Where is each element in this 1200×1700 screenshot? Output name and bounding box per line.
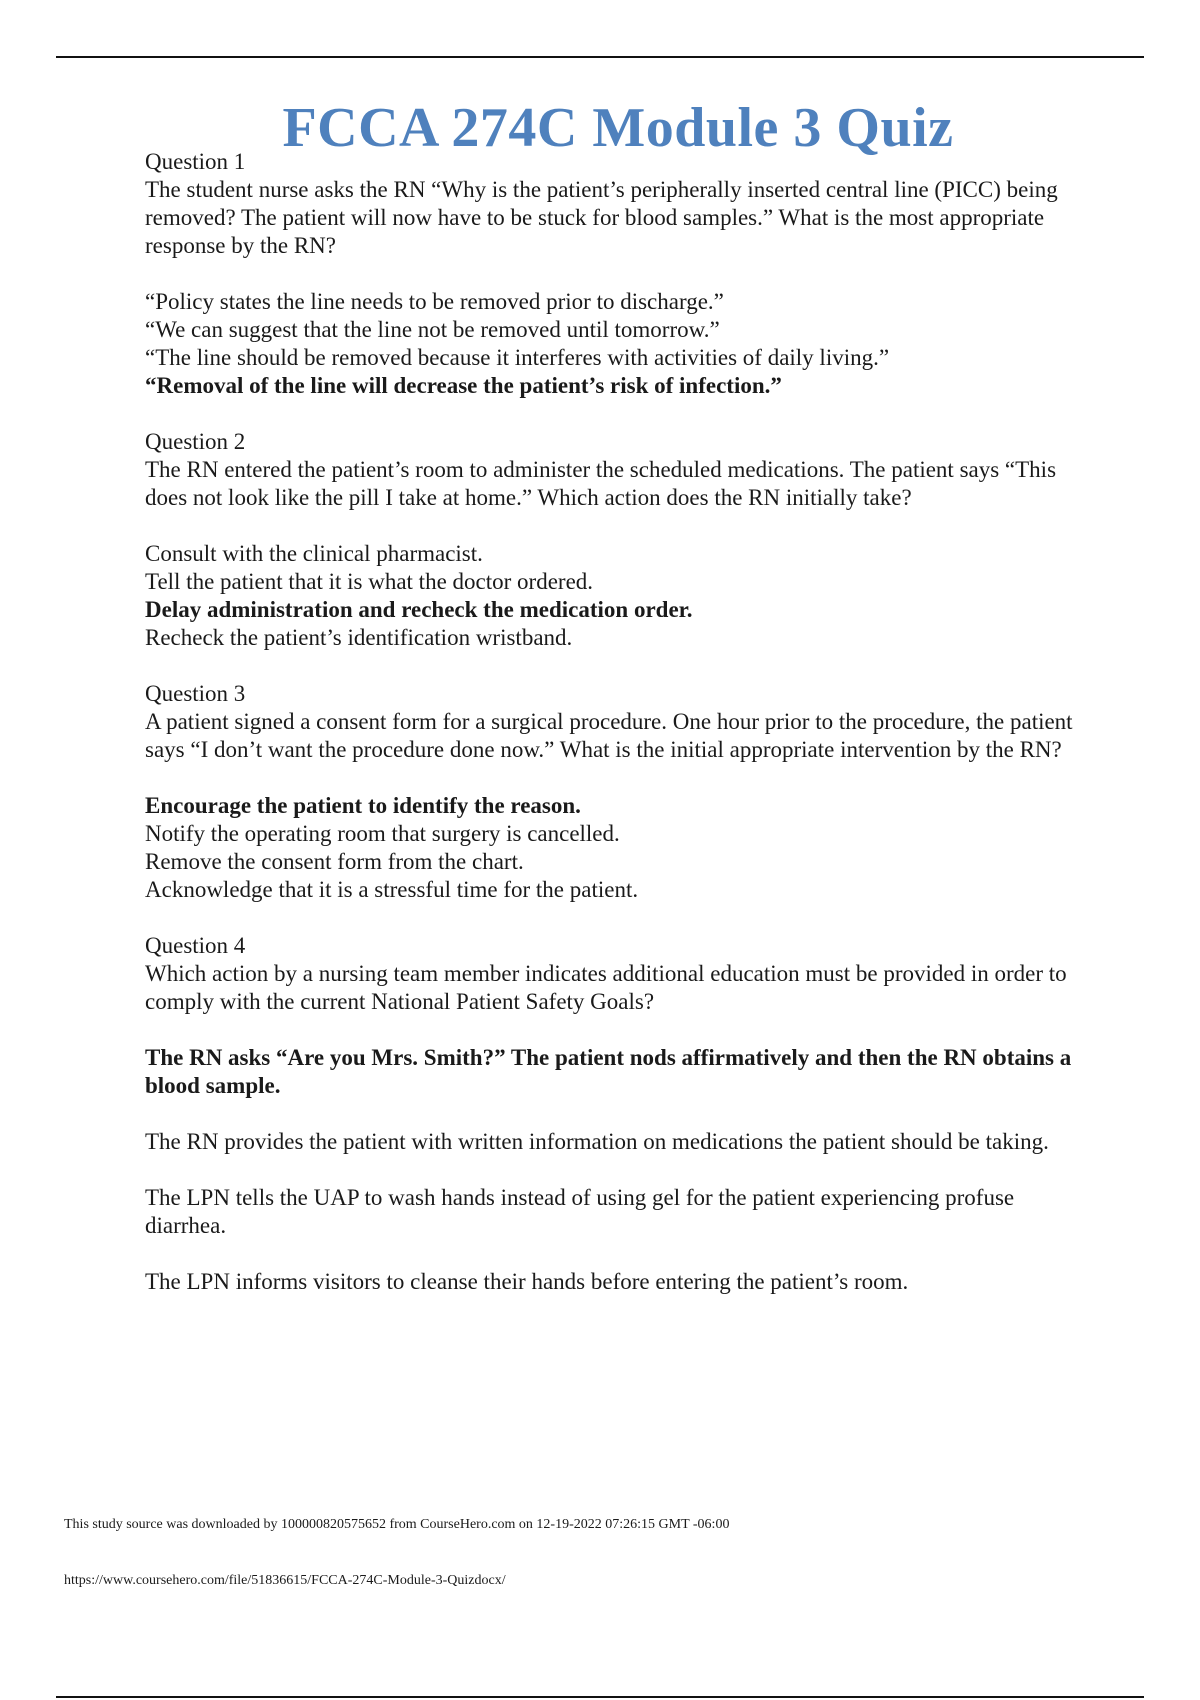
bottom-rule (56, 1696, 1144, 1698)
quiz-content (145, 148, 1085, 1296)
answer-option: “The line should be removed because it interferes with activities of daily living.” (145, 345, 890, 370)
question-4-option-3 (145, 1184, 1085, 1240)
question-1 (145, 148, 1085, 260)
question-3-options (145, 792, 1085, 904)
answer-option: Recheck the patient’s identification wristband. (145, 625, 573, 650)
question-prompt: Which action by a nursing team member indicates additional education must be provided in order to comply with the current National Patient Safety Goals? (145, 961, 1067, 1014)
answer-option: Acknowledge that it is a stressful time for the patient. (145, 877, 639, 902)
answer-option: The LPN tells the UAP to wash hands instead of using gel for the patient experiencing profuse diarrhea. (145, 1185, 1015, 1238)
question-prompt: The student nurse asks the RN “Why is the patient’s peripherally inserted central line (PICC) being removed? The patient will now have to be stuck for blood samples.” What is the most appropriate response by the RN? (145, 177, 1058, 258)
question-prompt: The RN entered the patient’s room to administer the scheduled medications. The patient says “This does not look like the pill I take at home.” Which action does the RN initially take? (145, 457, 1057, 510)
correct-answer-option: Delay administration and recheck the medication order. (145, 597, 693, 622)
correct-answer-option: The RN asks “Are you Mrs. Smith?” The patient nods affirmatively and then the RN obtains a blood sample. (145, 1045, 1072, 1098)
question-4-option-2 (145, 1128, 1085, 1156)
answer-option: Notify the operating room that surgery is cancelled. (145, 821, 620, 846)
download-source-note: This study source was downloaded by 100000820575652 from CourseHero.com on 12-19-2022 07:26:15 GMT -06:00 (64, 1517, 730, 1532)
question-label: Question 4 (145, 933, 246, 958)
question-label: Question 3 (145, 681, 246, 706)
answer-option: Remove the consent form from the chart. (145, 849, 524, 874)
top-rule (56, 56, 1144, 58)
question-prompt: A patient signed a consent form for a surgical procedure. One hour prior to the procedure, the patient says “I don’t want the procedure done now.” What is the initial appropriate intervention by the RN? (145, 709, 1073, 762)
question-3 (145, 680, 1085, 764)
question-2-options (145, 540, 1085, 652)
answer-option: The RN provides the patient with written information on medications the patient should be taking. (145, 1129, 1049, 1154)
correct-answer-option: “Removal of the line will decrease the patient’s risk of infection.” (145, 373, 782, 398)
answer-option: “We can suggest that the line not be removed until tomorrow.” (145, 317, 720, 342)
page-title: FCCA 274C Module 3 Quiz (282, 96, 954, 159)
question-label: Question 1 (145, 149, 246, 174)
question-4 (145, 932, 1085, 1016)
question-4-option-4 (145, 1268, 1085, 1296)
correct-answer-option: Encourage the patient to identify the reason. (145, 793, 581, 818)
answer-option: Tell the patient that it is what the doctor ordered. (145, 569, 594, 594)
source-url-link[interactable]: https://www.coursehero.com/file/51836615/FCCA-274C-Module-3-Quizdocx/ (64, 1573, 506, 1588)
answer-option: “Policy states the line needs to be removed prior to discharge.” (145, 289, 724, 314)
question-2 (145, 428, 1085, 512)
question-1-options (145, 288, 1085, 400)
question-4-option-1 (145, 1044, 1085, 1100)
question-label: Question 2 (145, 429, 246, 454)
answer-option: The LPN informs visitors to cleanse their hands before entering the patient’s room. (145, 1269, 909, 1294)
answer-option: Consult with the clinical pharmacist. (145, 541, 483, 566)
